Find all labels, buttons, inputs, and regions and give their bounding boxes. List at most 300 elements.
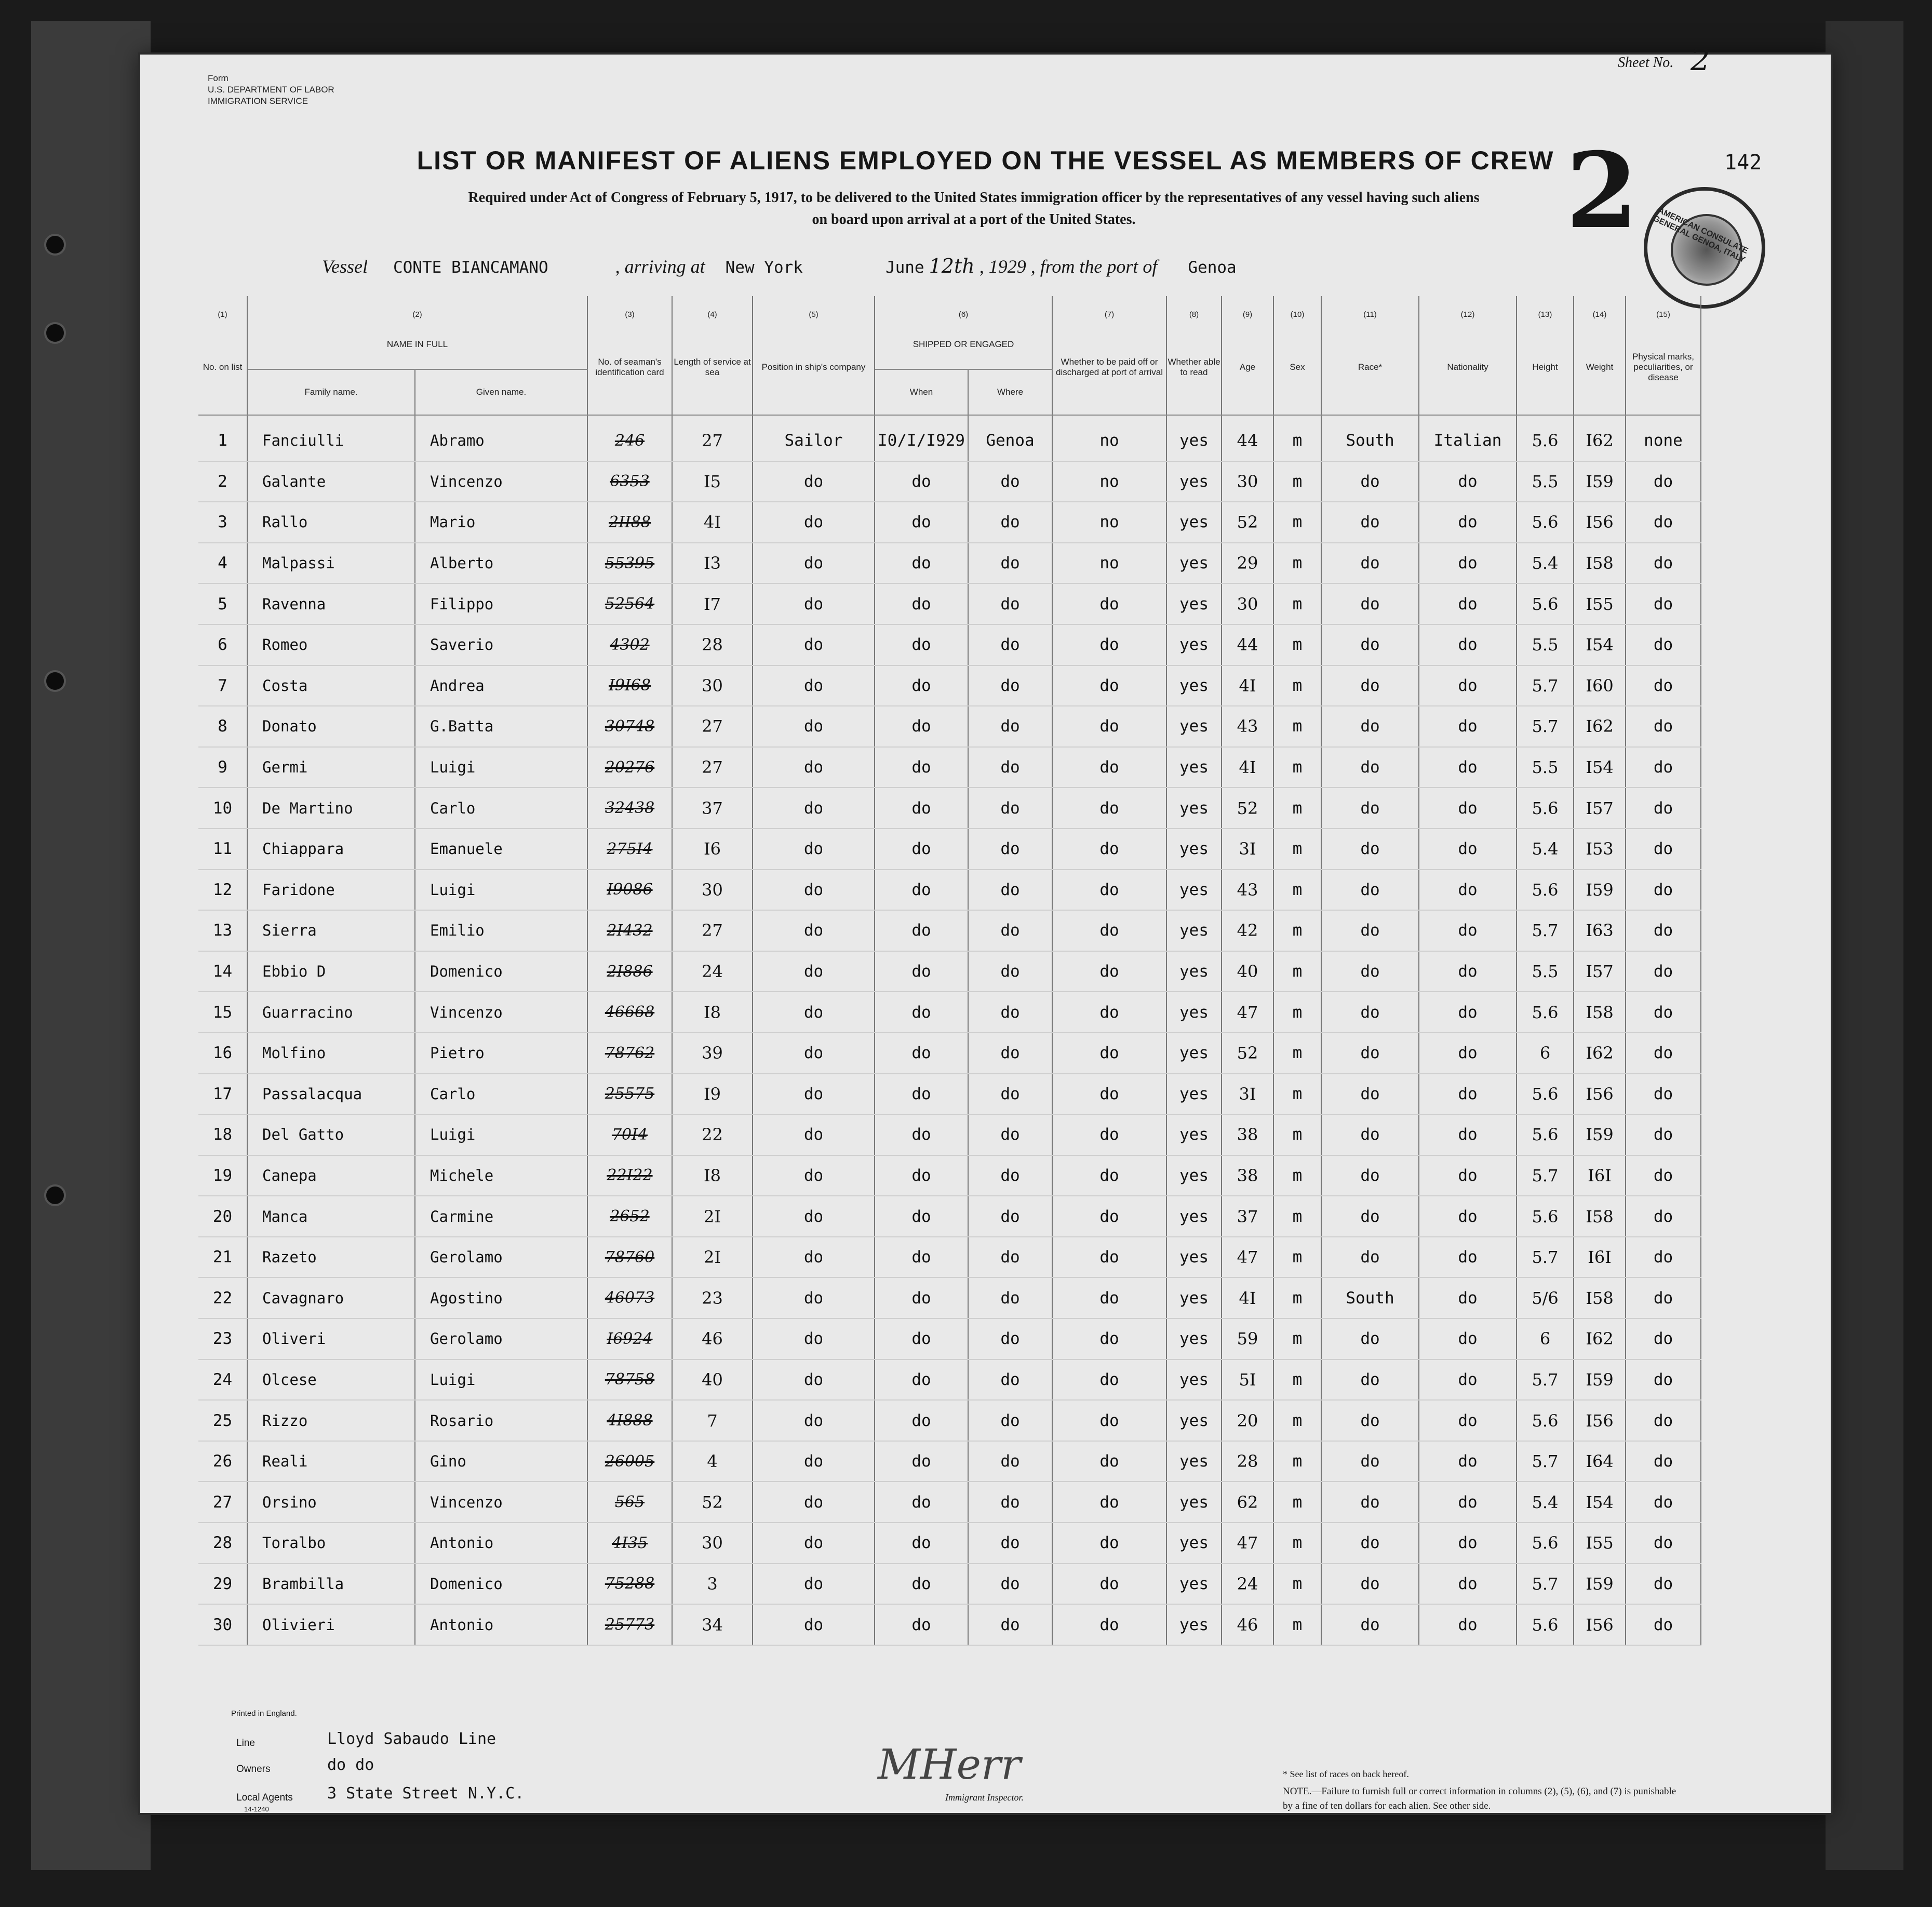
age: 4I — [1222, 1277, 1273, 1318]
physical-marks: do — [1626, 1441, 1701, 1482]
physical-marks: do — [1626, 1114, 1701, 1155]
id-card-number: 55395 — [587, 543, 672, 584]
id-card-number: 26005 — [587, 1441, 672, 1482]
race: South — [1321, 415, 1419, 461]
column-number: (13) — [1517, 296, 1574, 320]
service-length: I3 — [672, 543, 753, 584]
nationality: do — [1419, 1114, 1517, 1155]
column-number: (8) — [1166, 296, 1222, 320]
given-name: Carmine — [415, 1196, 587, 1237]
nationality: do — [1419, 1400, 1517, 1441]
able-to-read: yes — [1166, 1114, 1222, 1155]
position: do — [753, 624, 875, 665]
shipped-where: do — [968, 1155, 1052, 1196]
family-name: Guarracino — [247, 992, 415, 1033]
crew-row — [198, 1074, 1701, 1115]
race: do — [1321, 747, 1419, 788]
id-card-number: 32438 — [587, 788, 672, 829]
id-card-number: 78760 — [587, 1237, 672, 1278]
weight: I59 — [1574, 1564, 1626, 1605]
weight: I64 — [1574, 1441, 1626, 1482]
id-card-number: 78758 — [587, 1359, 672, 1401]
race: do — [1321, 870, 1419, 911]
sex: m — [1273, 910, 1321, 951]
height: 5.4 — [1517, 543, 1574, 584]
able-to-read: yes — [1166, 1196, 1222, 1237]
family-name: Galante — [247, 461, 415, 502]
family-name: Manca — [247, 1196, 415, 1237]
family-name: Faridone — [247, 870, 415, 911]
family-name: Toralbo — [247, 1523, 415, 1564]
shipped-where: do — [968, 1441, 1052, 1482]
height: 6 — [1517, 1318, 1574, 1359]
id-card-number: 4I35 — [587, 1523, 672, 1564]
form-identifier — [208, 73, 334, 107]
nationality: do — [1419, 788, 1517, 829]
header-name-in-full: NAME IN FULL — [247, 320, 587, 369]
age: 52 — [1222, 1033, 1273, 1074]
position: do — [753, 992, 875, 1033]
race: do — [1321, 1114, 1419, 1155]
given-name: Gerolamo — [415, 1237, 587, 1278]
height: 5/6 — [1517, 1277, 1574, 1318]
crew-row — [198, 1237, 1701, 1278]
family-name: Fanciulli — [247, 415, 415, 461]
row-number: 12 — [198, 870, 247, 911]
age: 24 — [1222, 1564, 1273, 1605]
able-to-read: yes — [1166, 1074, 1222, 1115]
id-card-number: I9086 — [587, 870, 672, 911]
position: do — [753, 1564, 875, 1605]
service-length: I8 — [672, 1155, 753, 1196]
crew-row — [198, 1277, 1701, 1318]
physical-marks: do — [1626, 910, 1701, 951]
paid-off: do — [1052, 1359, 1166, 1401]
race: do — [1321, 951, 1419, 992]
shipped-when: do — [875, 706, 968, 747]
crew-row — [198, 1564, 1701, 1605]
given-name: Agostino — [415, 1277, 587, 1318]
height: 5.6 — [1517, 1196, 1574, 1237]
punch-hole — [44, 234, 66, 256]
id-card-number: 46668 — [587, 992, 672, 1033]
given-name: Luigi — [415, 747, 587, 788]
able-to-read: yes — [1166, 583, 1222, 624]
position: do — [753, 747, 875, 788]
shipped-when: do — [875, 1604, 968, 1645]
service-length: 22 — [672, 1114, 753, 1155]
service-length: 27 — [672, 747, 753, 788]
physical-marks: do — [1626, 788, 1701, 829]
able-to-read: yes — [1166, 788, 1222, 829]
physical-marks: do — [1626, 1318, 1701, 1359]
id-card-number: 4302 — [587, 624, 672, 665]
shipped-where: do — [968, 951, 1052, 992]
sex: m — [1273, 1114, 1321, 1155]
physical-marks: do — [1626, 829, 1701, 870]
height: 5.7 — [1517, 910, 1574, 951]
header-length-service: Length of service at sea — [672, 320, 753, 415]
sex: m — [1273, 583, 1321, 624]
column-number: (12) — [1419, 296, 1517, 320]
height: 5.6 — [1517, 1604, 1574, 1645]
id-card-number: 70I4 — [587, 1114, 672, 1155]
crew-row — [198, 1155, 1701, 1196]
family-name: Rizzo — [247, 1400, 415, 1441]
sex: m — [1273, 870, 1321, 911]
able-to-read: yes — [1166, 870, 1222, 911]
paid-off: do — [1052, 1074, 1166, 1115]
shipped-when: do — [875, 747, 968, 788]
row-number: 25 — [198, 1400, 247, 1441]
shipped-where: do — [968, 1564, 1052, 1605]
sex: m — [1273, 992, 1321, 1033]
shipped-where: do — [968, 706, 1052, 747]
paid-off: do — [1052, 1114, 1166, 1155]
family-name: Chiappara — [247, 829, 415, 870]
race: do — [1321, 543, 1419, 584]
shipped-when: do — [875, 1441, 968, 1482]
given-name: Antonio — [415, 1523, 587, 1564]
position: do — [753, 583, 875, 624]
physical-marks: do — [1626, 1237, 1701, 1278]
weight: I6I — [1574, 1155, 1626, 1196]
service-length: 37 — [672, 788, 753, 829]
crew-row — [198, 1196, 1701, 1237]
shipped-where: do — [968, 992, 1052, 1033]
nationality: do — [1419, 1155, 1517, 1196]
column-number: (5) — [753, 296, 875, 320]
shipped-where: do — [968, 1114, 1052, 1155]
race: do — [1321, 788, 1419, 829]
age: 4I — [1222, 665, 1273, 706]
id-card-number: 2652 — [587, 1196, 672, 1237]
shipped-where: do — [968, 502, 1052, 543]
paid-off: do — [1052, 1277, 1166, 1318]
given-name: Domenico — [415, 1564, 587, 1605]
weight: I62 — [1574, 1318, 1626, 1359]
shipped-where: do — [968, 910, 1052, 951]
race: do — [1321, 1237, 1419, 1278]
row-number: 8 — [198, 706, 247, 747]
shipped-when: do — [875, 624, 968, 665]
physical-marks: do — [1626, 1277, 1701, 1318]
able-to-read: yes — [1166, 415, 1222, 461]
id-card-number: I6924 — [587, 1318, 672, 1359]
document-subtitle — [338, 187, 1610, 231]
physical-marks: do — [1626, 870, 1701, 911]
position: do — [753, 870, 875, 911]
given-name: Emanuele — [415, 829, 587, 870]
crew-row — [198, 1604, 1701, 1645]
shipped-when: do — [875, 1400, 968, 1441]
sex: m — [1273, 1441, 1321, 1482]
paid-off: do — [1052, 1441, 1166, 1482]
header-weight: Weight — [1574, 320, 1626, 415]
owners-value: do do — [327, 1756, 374, 1774]
race: do — [1321, 461, 1419, 502]
family-name: Orsino — [247, 1482, 415, 1523]
row-number: 5 — [198, 583, 247, 624]
height: 5.7 — [1517, 1237, 1574, 1278]
age: 30 — [1222, 583, 1273, 624]
paid-off: do — [1052, 624, 1166, 665]
age: 43 — [1222, 870, 1273, 911]
weight: I55 — [1574, 1523, 1626, 1564]
race: do — [1321, 706, 1419, 747]
race: do — [1321, 1604, 1419, 1645]
line-value: Lloyd Sabaudo Line — [327, 1730, 497, 1748]
crew-row — [198, 1523, 1701, 1564]
given-name: Domenico — [415, 951, 587, 992]
column-number: (9) — [1222, 296, 1273, 320]
race: do — [1321, 1441, 1419, 1482]
service-length: I5 — [672, 461, 753, 502]
document-title: LIST OR MANIFEST OF ALIENS EMPLOYED ON THE VESSEL AS MEMBERS OF CREW — [417, 146, 1554, 175]
given-name: Michele — [415, 1155, 587, 1196]
id-card-number: 75288 — [587, 1564, 672, 1605]
physical-marks: do — [1626, 1033, 1701, 1074]
id-card-number: 2I886 — [587, 951, 672, 992]
paid-off: do — [1052, 747, 1166, 788]
form-label: Form — [208, 73, 229, 83]
id-card-number: 6353 — [587, 461, 672, 502]
service-length: I8 — [672, 992, 753, 1033]
given-name: Antonio — [415, 1604, 587, 1645]
sex: m — [1273, 1237, 1321, 1278]
service-length: 30 — [672, 1523, 753, 1564]
sex: m — [1273, 747, 1321, 788]
shipped-when: do — [875, 951, 968, 992]
paid-off: do — [1052, 1400, 1166, 1441]
given-name: Rosario — [415, 1400, 587, 1441]
sex: m — [1273, 543, 1321, 584]
paid-off: do — [1052, 1523, 1166, 1564]
arrival-day: 12th — [929, 255, 975, 277]
given-name: Luigi — [415, 870, 587, 911]
age: 38 — [1222, 1155, 1273, 1196]
manifest-page — [140, 42, 1831, 1813]
header-id-card: No. of seaman's identification card — [587, 320, 672, 415]
id-card-number: 30748 — [587, 706, 672, 747]
family-name: Rallo — [247, 502, 415, 543]
races-note: * See list of races on back hereof. — [1283, 1769, 1409, 1779]
crew-row — [198, 583, 1701, 624]
age: 40 — [1222, 951, 1273, 992]
height: 5.6 — [1517, 992, 1574, 1033]
shipped-when: do — [875, 502, 968, 543]
shipped-when: do — [875, 1196, 968, 1237]
form-code: 14-1240 — [244, 1805, 269, 1813]
able-to-read: yes — [1166, 1033, 1222, 1074]
row-number: 18 — [198, 1114, 247, 1155]
weight: I60 — [1574, 665, 1626, 706]
weight: I59 — [1574, 870, 1626, 911]
paid-off: do — [1052, 665, 1166, 706]
nationality: do — [1419, 1277, 1517, 1318]
height: 5.6 — [1517, 788, 1574, 829]
binder-edge-left — [31, 21, 151, 1870]
age: 4I — [1222, 747, 1273, 788]
family-name: Olivieri — [247, 1604, 415, 1645]
shipped-when: do — [875, 1074, 968, 1115]
able-to-read: yes — [1166, 829, 1222, 870]
crew-row — [198, 788, 1701, 829]
nationality: do — [1419, 624, 1517, 665]
shipped-when: do — [875, 543, 968, 584]
column-number: (15) — [1626, 296, 1701, 320]
position: do — [753, 1441, 875, 1482]
column-number: (6) — [875, 296, 1052, 320]
page-number: 142 — [1724, 151, 1762, 175]
shipped-when: do — [875, 665, 968, 706]
able-to-read: yes — [1166, 1604, 1222, 1645]
shipped-where: do — [968, 1033, 1052, 1074]
sex: m — [1273, 706, 1321, 747]
owners-label: Owners — [236, 1764, 271, 1775]
physical-marks: do — [1626, 1482, 1701, 1523]
nationality: do — [1419, 706, 1517, 747]
nationality: do — [1419, 829, 1517, 870]
height: 5.7 — [1517, 1359, 1574, 1401]
given-name: G.Batta — [415, 706, 587, 747]
physical-marks: do — [1626, 502, 1701, 543]
row-number: 15 — [198, 992, 247, 1033]
shipped-where: do — [968, 1277, 1052, 1318]
id-card-number: 52564 — [587, 583, 672, 624]
height: 5.6 — [1517, 1400, 1574, 1441]
weight: I59 — [1574, 1359, 1626, 1401]
inspector-label: Immigrant Inspector. — [945, 1792, 1024, 1803]
service-length: 52 — [672, 1482, 753, 1523]
sex: m — [1273, 1033, 1321, 1074]
id-card-number: 25773 — [587, 1604, 672, 1645]
paid-off: do — [1052, 870, 1166, 911]
paid-off: do — [1052, 992, 1166, 1033]
given-name: Filippo — [415, 583, 587, 624]
given-name: Vincenzo — [415, 1482, 587, 1523]
from-port-label: , from the port of — [1030, 256, 1158, 277]
able-to-read: yes — [1166, 1400, 1222, 1441]
sheet-number: 2 — [1691, 42, 1711, 78]
family-name: Ravenna — [247, 583, 415, 624]
weight: I53 — [1574, 829, 1626, 870]
height: 5.5 — [1517, 624, 1574, 665]
service-length: 28 — [672, 624, 753, 665]
paid-off: do — [1052, 583, 1166, 624]
column-number: (10) — [1273, 296, 1321, 320]
crew-manifest-table — [198, 296, 1701, 1646]
height: 5.4 — [1517, 1482, 1574, 1523]
header-when: When — [875, 369, 968, 415]
height: 5.5 — [1517, 747, 1574, 788]
physical-marks: none — [1626, 415, 1701, 461]
weight: I6I — [1574, 1237, 1626, 1278]
sex: m — [1273, 1196, 1321, 1237]
sheet-big-number: 2 — [1566, 130, 1639, 252]
shipped-when: do — [875, 1155, 968, 1196]
row-number: 22 — [198, 1277, 247, 1318]
family-name: Razeto — [247, 1237, 415, 1278]
service-length: 27 — [672, 910, 753, 951]
nationality: do — [1419, 1564, 1517, 1605]
age: 29 — [1222, 543, 1273, 584]
row-number: 1 — [198, 415, 247, 461]
family-name: Reali — [247, 1441, 415, 1482]
sex: m — [1273, 1359, 1321, 1401]
family-name: Olcese — [247, 1359, 415, 1401]
row-number: 19 — [198, 1155, 247, 1196]
header-where: Where — [968, 369, 1052, 415]
id-card-number: 2I432 — [587, 910, 672, 951]
column-number: (7) — [1052, 296, 1166, 320]
crew-row — [198, 461, 1701, 502]
able-to-read: yes — [1166, 1318, 1222, 1359]
weight: I54 — [1574, 624, 1626, 665]
weight: I59 — [1574, 461, 1626, 502]
age: 44 — [1222, 624, 1273, 665]
row-number: 11 — [198, 829, 247, 870]
weight: I54 — [1574, 747, 1626, 788]
header-paid-off: Whether to be paid off or discharged at port of arrival — [1052, 320, 1166, 415]
weight: I58 — [1574, 1196, 1626, 1237]
age: 30 — [1222, 461, 1273, 502]
nationality: do — [1419, 1441, 1517, 1482]
printed-note: Printed in England. — [231, 1709, 297, 1718]
given-name: Alberto — [415, 543, 587, 584]
weight: I59 — [1574, 1114, 1626, 1155]
sex: m — [1273, 1277, 1321, 1318]
height: 5.6 — [1517, 415, 1574, 461]
height: 5.7 — [1517, 665, 1574, 706]
given-name: Vincenzo — [415, 461, 587, 502]
header-race: Race* — [1321, 320, 1419, 415]
nationality: do — [1419, 502, 1517, 543]
row-number: 9 — [198, 747, 247, 788]
sex: m — [1273, 1523, 1321, 1564]
shipped-where: do — [968, 1604, 1052, 1645]
family-name: Costa — [247, 665, 415, 706]
crew-row — [198, 415, 1701, 461]
shipped-where: do — [968, 1400, 1052, 1441]
nationality: do — [1419, 910, 1517, 951]
id-card-number: 2II88 — [587, 502, 672, 543]
shipped-where: do — [968, 624, 1052, 665]
crew-row — [198, 747, 1701, 788]
weight: I55 — [1574, 583, 1626, 624]
row-number: 26 — [198, 1441, 247, 1482]
physical-marks: do — [1626, 665, 1701, 706]
family-name: Sierra — [247, 910, 415, 951]
shipped-where: do — [968, 1523, 1052, 1564]
row-number: 6 — [198, 624, 247, 665]
service-length: 7 — [672, 1400, 753, 1441]
paid-off: do — [1052, 1564, 1166, 1605]
paid-off: do — [1052, 1155, 1166, 1196]
nationality: do — [1419, 543, 1517, 584]
nationality: do — [1419, 1237, 1517, 1278]
given-name: Emilio — [415, 910, 587, 951]
shipped-where: do — [968, 747, 1052, 788]
height: 6 — [1517, 1033, 1574, 1074]
nationality: do — [1419, 1318, 1517, 1359]
sex: m — [1273, 829, 1321, 870]
paid-off: do — [1052, 951, 1166, 992]
physical-marks: do — [1626, 1155, 1701, 1196]
service-label: IMMIGRATION SERVICE — [208, 96, 308, 106]
family-name: Molfino — [247, 1033, 415, 1074]
height: 5.6 — [1517, 502, 1574, 543]
